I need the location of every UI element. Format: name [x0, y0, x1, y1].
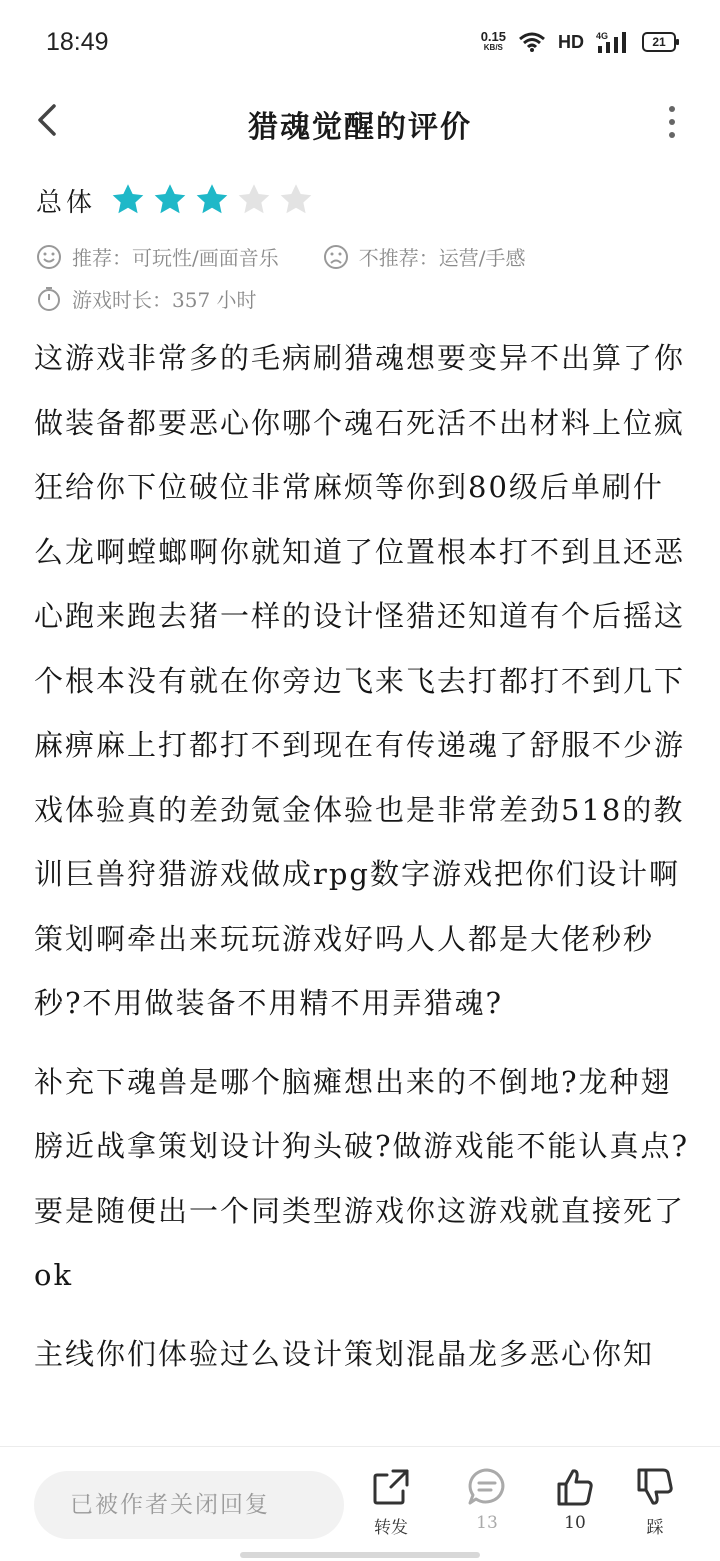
recommend-item: [36, 242, 279, 271]
page-title: 猎魂觉醒的评价: [248, 110, 472, 145]
battery-indicator: 21: [642, 32, 676, 52]
more-options-icon[interactable]: [664, 104, 680, 140]
playtime-row: [36, 284, 257, 313]
net-speed: [481, 31, 506, 53]
status-time: 18:49: [46, 28, 109, 56]
rating-label: 总体: [36, 187, 97, 218]
review-paragraph: 这游戏非常多的毛病刷猎魂想要变异不出算了你做装备都要恶心你哪个魂石死活不出材料上位疯狂给你下位破位非常麻烦等你到80级后单刷什么龙啊螳螂啊你就知道了位置根本打不到且还恶心跑来跑去猪一样的设计怪猎还知道有个后摇这个根本没有就在你旁边飞来飞去打都打不到几下麻痹麻上打都打不到现在有传递魂了舒服不少游戏体验真的差劲氪金体验也是非常差劲518的教训巨兽狩猎游戏做成rpg数字游戏把你们设计啊策划啊牵出来玩玩游戏好吗人人都是大佬秒秒秒?不用做装备不用精不用弄猎魂?: [34, 341, 686, 1020]
thumbs-down-icon: [635, 1467, 675, 1507]
signal-icon: [596, 30, 630, 54]
like-count: 10: [564, 1513, 586, 1533]
frown-icon: [323, 244, 349, 270]
status-bar: [0, 0, 720, 86]
review-paragraph: 补充下魂兽是哪个脑瘫想出来的不倒地?龙种翅膀近战拿策划设计狗头破?做游戏能不能认真点?要是随便出一个同类型游戏你这游戏就直接死了ok: [34, 1064, 690, 1292]
home-indicator[interactable]: [240, 1552, 480, 1558]
share-label: 转发: [374, 1518, 408, 1538]
status-icons: [481, 30, 676, 54]
comment-icon: [467, 1467, 507, 1507]
wifi-icon: [518, 31, 546, 53]
share-button[interactable]: [356, 1467, 426, 1538]
reply-input[interactable]: 已被作者关闭回复: [34, 1471, 344, 1539]
review-body: [34, 326, 690, 1386]
overall-rating: [36, 178, 320, 222]
recommendation-row: [36, 242, 526, 271]
net-speed-value: 0.15: [480, 29, 506, 44]
smile-icon: [36, 244, 62, 270]
star-filled-icon: [110, 182, 146, 218]
share-icon: [371, 1467, 411, 1507]
bottom-action-bar: [0, 1446, 720, 1561]
network-gen-label: 4G: [596, 31, 609, 41]
thumbs-up-icon: [555, 1467, 595, 1507]
playtime-text: 游戏时长：357 小时: [72, 288, 257, 312]
comment-count: 13: [476, 1513, 498, 1533]
net-speed-unit: KB/S: [483, 43, 503, 52]
dislike-button[interactable]: [620, 1467, 690, 1538]
star-filled-icon: [194, 182, 230, 218]
dislike-label: 踩: [646, 1518, 664, 1538]
recommend-text: 推荐：可玩性/画面音乐: [72, 246, 279, 270]
header: [0, 86, 720, 160]
like-button[interactable]: [540, 1467, 610, 1533]
stopwatch-icon: [36, 286, 62, 312]
not-recommend-text: 不推荐：运营/手感: [358, 246, 526, 270]
star-empty-icon: [278, 182, 314, 218]
star-rating: [110, 182, 320, 218]
star-empty-icon: [236, 182, 272, 218]
review-paragraph: 主线你们体验过么设计策划混晶龙多恶心你知: [34, 1336, 655, 1371]
not-recommend-item: [323, 242, 526, 271]
star-filled-icon: [152, 182, 188, 218]
comment-button[interactable]: [452, 1467, 522, 1533]
hd-indicator: HD: [558, 31, 584, 52]
